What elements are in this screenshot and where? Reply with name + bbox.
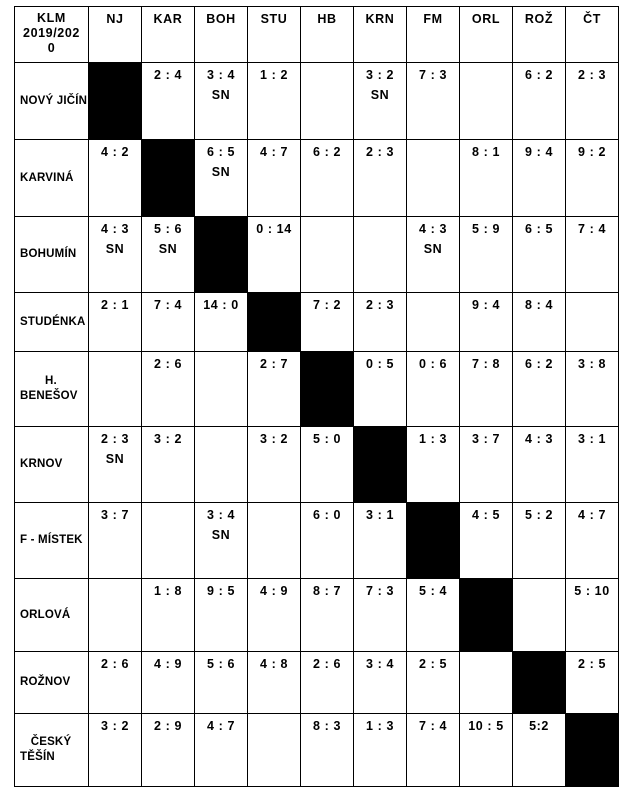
score-value: 3 : 1 — [365, 508, 394, 522]
score-cell — [354, 217, 407, 293]
score-value: 7 : 4 — [577, 222, 606, 236]
table-row — [15, 427, 619, 503]
score-cell — [195, 140, 248, 217]
score-cell — [248, 427, 301, 503]
score-value: 8 : 7 — [312, 584, 341, 598]
score-cell — [513, 427, 566, 503]
score-value: 4 : 2 — [100, 145, 129, 159]
score-value: 4 : 7 — [259, 145, 288, 159]
score-cell — [566, 579, 619, 652]
table-row — [15, 293, 619, 352]
score-cell — [301, 503, 354, 579]
score-cell — [513, 714, 566, 787]
score-value: 3 : 4 — [206, 68, 235, 82]
column-header-stu: STU — [248, 7, 301, 63]
score-value: 1 : 8 — [153, 584, 182, 598]
score-cell — [89, 714, 142, 787]
score-cell — [301, 63, 354, 140]
score-value: 6 : 5 — [206, 145, 235, 159]
table-row — [15, 63, 619, 140]
score-cell — [248, 652, 301, 714]
score-cell — [513, 217, 566, 293]
score-cell — [89, 503, 142, 579]
corner-line: KLM — [37, 11, 66, 25]
column-header-orl: ORL — [460, 7, 513, 63]
score-cell — [89, 427, 142, 503]
score-value: 5:2 — [529, 719, 549, 733]
diagonal-blocked-cell — [566, 714, 619, 787]
score-value: 2 : 7 — [259, 357, 288, 371]
score-value: 2 : 6 — [153, 357, 182, 371]
score-cell — [460, 427, 513, 503]
score-cell — [195, 714, 248, 787]
score-cell — [142, 427, 195, 503]
score-cell — [354, 579, 407, 652]
results-table — [14, 6, 619, 787]
score-value: 2 : 5 — [577, 657, 606, 671]
column-header-hb: HB — [301, 7, 354, 63]
diagonal-blocked-cell — [248, 293, 301, 352]
column-header-krn: KRN — [354, 7, 407, 63]
score-value: 4 : 8 — [259, 657, 288, 671]
row-team-name — [15, 427, 89, 503]
score-value: 0 : 5 — [365, 357, 394, 371]
diagonal-blocked-cell — [407, 503, 460, 579]
score-cell — [248, 140, 301, 217]
score-value: 5 : 0 — [312, 432, 341, 446]
score-value: 3 : 7 — [100, 508, 129, 522]
shootout-note: SN — [370, 88, 390, 102]
score-cell — [513, 579, 566, 652]
score-cell — [354, 140, 407, 217]
score-cell — [566, 293, 619, 352]
column-header-fm: FM — [407, 7, 460, 63]
score-value: 7 : 8 — [471, 357, 500, 371]
score-value: 4 : 7 — [577, 508, 606, 522]
shootout-note: SN — [158, 242, 178, 256]
shootout-note: SN — [211, 528, 231, 542]
score-value: 3 : 1 — [577, 432, 606, 446]
score-cell — [142, 652, 195, 714]
score-value: 1 : 3 — [365, 719, 394, 733]
score-cell — [407, 293, 460, 352]
score-value: 1 : 3 — [418, 432, 447, 446]
score-cell — [566, 63, 619, 140]
score-cell — [301, 427, 354, 503]
score-cell — [407, 427, 460, 503]
score-value: 3 : 2 — [153, 432, 182, 446]
score-cell — [142, 503, 195, 579]
score-cell — [195, 652, 248, 714]
score-cell — [301, 579, 354, 652]
score-value: 6 : 0 — [312, 508, 341, 522]
score-cell — [142, 579, 195, 652]
score-cell — [301, 714, 354, 787]
score-cell — [195, 63, 248, 140]
corner-line: 2019/202 — [23, 26, 80, 40]
score-cell — [89, 352, 142, 427]
row-team-name — [15, 714, 89, 787]
score-cell — [248, 503, 301, 579]
score-value: 10 : 5 — [468, 719, 504, 733]
score-cell — [301, 293, 354, 352]
score-cell — [142, 714, 195, 787]
team-name-line: KRNOV — [20, 458, 63, 470]
score-cell — [89, 217, 142, 293]
score-value: 4 : 9 — [259, 584, 288, 598]
score-value: 2 : 1 — [100, 298, 129, 312]
score-cell — [460, 140, 513, 217]
score-cell — [248, 63, 301, 140]
score-value: 3 : 2 — [259, 432, 288, 446]
team-name-line: NOVÝ JIČÍN — [20, 94, 88, 107]
score-value: 2 : 9 — [153, 719, 182, 733]
score-cell — [513, 140, 566, 217]
score-value: 6 : 2 — [524, 357, 553, 371]
score-cell — [248, 579, 301, 652]
score-value: 3 : 4 — [365, 657, 394, 671]
table-row — [15, 352, 619, 427]
score-value: 14 : 0 — [203, 298, 239, 312]
score-value: 8 : 4 — [524, 298, 553, 312]
score-cell — [195, 293, 248, 352]
table-row — [15, 140, 619, 217]
score-cell — [89, 293, 142, 352]
shootout-note: SN — [211, 165, 231, 179]
score-cell — [566, 352, 619, 427]
score-value: 5 : 6 — [206, 657, 235, 671]
score-value: 1 : 2 — [259, 68, 288, 82]
score-cell — [566, 140, 619, 217]
table-row — [15, 652, 619, 714]
score-cell — [248, 352, 301, 427]
score-cell — [142, 352, 195, 427]
score-cell — [354, 503, 407, 579]
row-team-name — [15, 293, 89, 352]
score-cell — [195, 503, 248, 579]
row-team-name — [15, 352, 89, 427]
score-value: 4 : 3 — [524, 432, 553, 446]
score-value: 0 : 6 — [418, 357, 447, 371]
column-header-čt: ČT — [566, 7, 619, 63]
score-cell — [248, 217, 301, 293]
score-cell — [460, 652, 513, 714]
row-team-name — [15, 652, 89, 714]
score-cell — [407, 140, 460, 217]
score-cell — [248, 714, 301, 787]
score-value: 2 : 3 — [365, 298, 394, 312]
table-row — [15, 503, 619, 579]
score-cell — [195, 579, 248, 652]
score-value: 7 : 3 — [365, 584, 394, 598]
team-name-line: ORLOVÁ — [20, 608, 71, 621]
score-cell — [460, 714, 513, 787]
score-cell — [566, 503, 619, 579]
score-value: 5 : 4 — [418, 584, 447, 598]
score-value: 6 : 2 — [312, 145, 341, 159]
score-cell — [142, 217, 195, 293]
diagonal-blocked-cell — [142, 140, 195, 217]
score-value: 8 : 1 — [471, 145, 500, 159]
column-header-nj: NJ — [89, 7, 142, 63]
diagonal-blocked-cell — [195, 217, 248, 293]
score-value: 2 : 3 — [577, 68, 606, 82]
score-cell — [566, 427, 619, 503]
score-cell — [513, 293, 566, 352]
score-value: 5 : 2 — [524, 508, 553, 522]
team-name-line: ROŽNOV — [20, 676, 71, 688]
score-value: 6 : 5 — [524, 222, 553, 236]
score-value: 9 : 2 — [577, 145, 606, 159]
row-team-name — [15, 579, 89, 652]
score-value: 7 : 3 — [418, 68, 447, 82]
score-cell — [407, 352, 460, 427]
diagonal-blocked-cell — [513, 652, 566, 714]
score-cell — [407, 714, 460, 787]
score-value: 4 : 7 — [206, 719, 235, 733]
team-name-line: TĚŠÍN — [20, 751, 55, 763]
score-value: 4 : 5 — [471, 508, 500, 522]
score-cell — [354, 352, 407, 427]
diagonal-blocked-cell — [89, 63, 142, 140]
score-cell — [566, 652, 619, 714]
score-cell — [301, 140, 354, 217]
table-row — [15, 714, 619, 787]
score-value: 7 : 4 — [418, 719, 447, 733]
team-name-line: H. — [45, 375, 57, 387]
score-value: 8 : 3 — [312, 719, 341, 733]
score-cell — [460, 217, 513, 293]
score-cell — [354, 63, 407, 140]
score-value: 3 : 4 — [206, 508, 235, 522]
score-value: 3 : 8 — [577, 357, 606, 371]
score-cell — [301, 217, 354, 293]
score-value: 7 : 2 — [312, 298, 341, 312]
score-value: 9 : 5 — [206, 584, 235, 598]
team-name-line: BENEŠOV — [20, 390, 78, 402]
shootout-note: SN — [105, 452, 125, 466]
score-value: 2 : 3 — [100, 432, 129, 446]
score-value: 9 : 4 — [471, 298, 500, 312]
score-value: 2 : 5 — [418, 657, 447, 671]
score-cell — [301, 652, 354, 714]
shootout-note: SN — [211, 88, 231, 102]
score-cell — [89, 579, 142, 652]
score-cell — [513, 503, 566, 579]
column-header-rož: ROŽ — [513, 7, 566, 63]
score-value: 6 : 2 — [524, 68, 553, 82]
row-team-name — [15, 217, 89, 293]
score-cell — [460, 352, 513, 427]
score-value: 2 : 3 — [365, 145, 394, 159]
score-cell — [407, 579, 460, 652]
team-name-line: STUDÉNKA — [20, 315, 86, 328]
table-row — [15, 217, 619, 293]
score-cell — [195, 352, 248, 427]
score-cell — [513, 63, 566, 140]
team-name-line: ČESKÝ — [30, 736, 72, 748]
diagonal-blocked-cell — [301, 352, 354, 427]
score-value: 5 : 6 — [153, 222, 182, 236]
score-cell — [89, 652, 142, 714]
score-cell — [460, 293, 513, 352]
column-header-boh: BOH — [195, 7, 248, 63]
score-cell — [566, 217, 619, 293]
corner-label — [15, 7, 89, 63]
score-value: 4 : 3 — [418, 222, 447, 236]
score-value: 5 : 9 — [471, 222, 500, 236]
score-cell — [460, 503, 513, 579]
score-cell — [513, 352, 566, 427]
score-value: 2 : 6 — [312, 657, 341, 671]
score-value: 4 : 3 — [100, 222, 129, 236]
score-value: 7 : 4 — [153, 298, 182, 312]
header-row — [15, 7, 619, 63]
table-row — [15, 579, 619, 652]
score-cell — [142, 293, 195, 352]
score-cell — [195, 427, 248, 503]
row-team-name — [15, 503, 89, 579]
score-cell — [354, 714, 407, 787]
score-cell — [407, 652, 460, 714]
score-value: 3 : 2 — [100, 719, 129, 733]
score-value: 2 : 6 — [100, 657, 129, 671]
score-cell — [460, 63, 513, 140]
row-team-name — [15, 63, 89, 140]
diagonal-blocked-cell — [460, 579, 513, 652]
diagonal-blocked-cell — [354, 427, 407, 503]
score-cell — [407, 63, 460, 140]
score-cell — [89, 140, 142, 217]
score-value: 2 : 4 — [153, 68, 182, 82]
shootout-note: SN — [423, 242, 443, 256]
score-value: 0 : 14 — [256, 222, 292, 236]
score-value: 4 : 9 — [153, 657, 182, 671]
score-value: 9 : 4 — [524, 145, 553, 159]
shootout-note: SN — [105, 242, 125, 256]
score-value: 3 : 7 — [471, 432, 500, 446]
corner-line: 0 — [47, 41, 56, 55]
team-name-line: BOHUMÍN — [20, 248, 77, 260]
score-value: 3 : 2 — [365, 68, 394, 82]
team-name-line: F - MÍSTEK — [20, 534, 83, 546]
score-cell — [407, 217, 460, 293]
score-value: 5 : 10 — [574, 584, 610, 598]
column-header-kar: KAR — [142, 7, 195, 63]
score-cell — [354, 652, 407, 714]
score-cell — [142, 63, 195, 140]
team-name-line: KARVINÁ — [20, 171, 74, 184]
row-team-name — [15, 140, 89, 217]
score-cell — [354, 293, 407, 352]
